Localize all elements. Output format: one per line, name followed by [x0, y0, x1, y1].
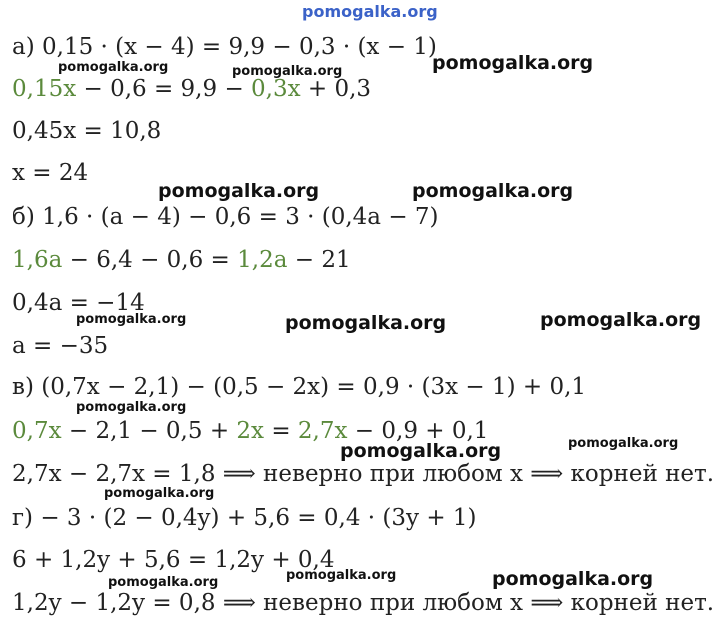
part-a-equation: а) 0,15 · (x − 4) = 9,9 − 0,3 · (x − 1) [12, 34, 437, 60]
highlight-term: 0,3x [251, 76, 301, 102]
step-text: − 0,9 + 0,1 [347, 418, 489, 444]
watermark: pomogalka.org [158, 180, 320, 202]
part-b-step-1 [12, 245, 351, 275]
watermark: pomogalka.org [492, 568, 654, 590]
watermark: pomogalka.org [232, 64, 343, 79]
part-b-step-2: 0,4a = −14 [12, 290, 145, 316]
watermark: pomogalka.org [76, 400, 187, 415]
part-v-step-1 [12, 416, 488, 446]
part-v-equation: в) (0,7x − 2,1) − (0,5 − 2x) = 0,9 · (3x − 1) + 0,1 [12, 374, 587, 400]
watermark: pomogalka.org [340, 440, 502, 462]
watermark-top: pomogalka.org [302, 2, 438, 21]
part-a-step-2: 0,45x = 10,8 [12, 118, 162, 144]
part-g-equation: г) − 3 · (2 − 0,4y) + 5,6 = 0,4 · (3y + 1) [12, 505, 477, 531]
highlight-term: 1,6a [12, 247, 63, 273]
part-g-step-1: 6 + 1,2y + 5,6 = 1,2y + 0,4 [12, 547, 335, 573]
step-text: − 21 [287, 247, 351, 273]
part-g-conclusion: 1,2y − 1,2y = 0,8 ⟹ неверно при любом x ⟹ корней нет. [12, 590, 715, 616]
highlight-term: 0,7x [12, 418, 62, 444]
step-text: − 2,1 − 0,5 + [61, 418, 237, 444]
part-a-answer: x = 24 [12, 160, 89, 186]
watermark: pomogalka.org [76, 312, 187, 327]
step-text: + 0,3 [300, 76, 372, 102]
part-v-conclusion: 2,7x − 2,7x = 1,8 ⟹ неверно при любом x ⟹ корней нет. [12, 461, 715, 487]
highlight-term: 2,7x [297, 418, 348, 444]
part-a-step-1 [12, 74, 371, 104]
part-b-answer: a = −35 [12, 333, 109, 359]
highlight-term: 0,15x [12, 76, 77, 102]
highlight-term: 2x [236, 418, 265, 444]
watermark: pomogalka.org [568, 436, 679, 451]
watermark: pomogalka.org [432, 52, 594, 74]
part-b-equation: б) 1,6 · (a − 4) − 0,6 = 3 · (0,4a − 7) [12, 204, 439, 230]
step-text: − 0,6 = 9,9 − [76, 76, 252, 102]
highlight-term: 1,2a [237, 247, 288, 273]
watermark: pomogalka.org [540, 309, 702, 331]
watermark: pomogalka.org [104, 486, 215, 501]
step-text: = [264, 418, 298, 444]
watermark: pomogalka.org [285, 312, 447, 334]
watermark: pomogalka.org [412, 180, 574, 202]
watermark: pomogalka.org [108, 575, 219, 590]
watermark: pomogalka.org [58, 60, 169, 75]
watermark: pomogalka.org [286, 568, 397, 583]
step-text: − 6,4 − 0,6 = [62, 247, 238, 273]
